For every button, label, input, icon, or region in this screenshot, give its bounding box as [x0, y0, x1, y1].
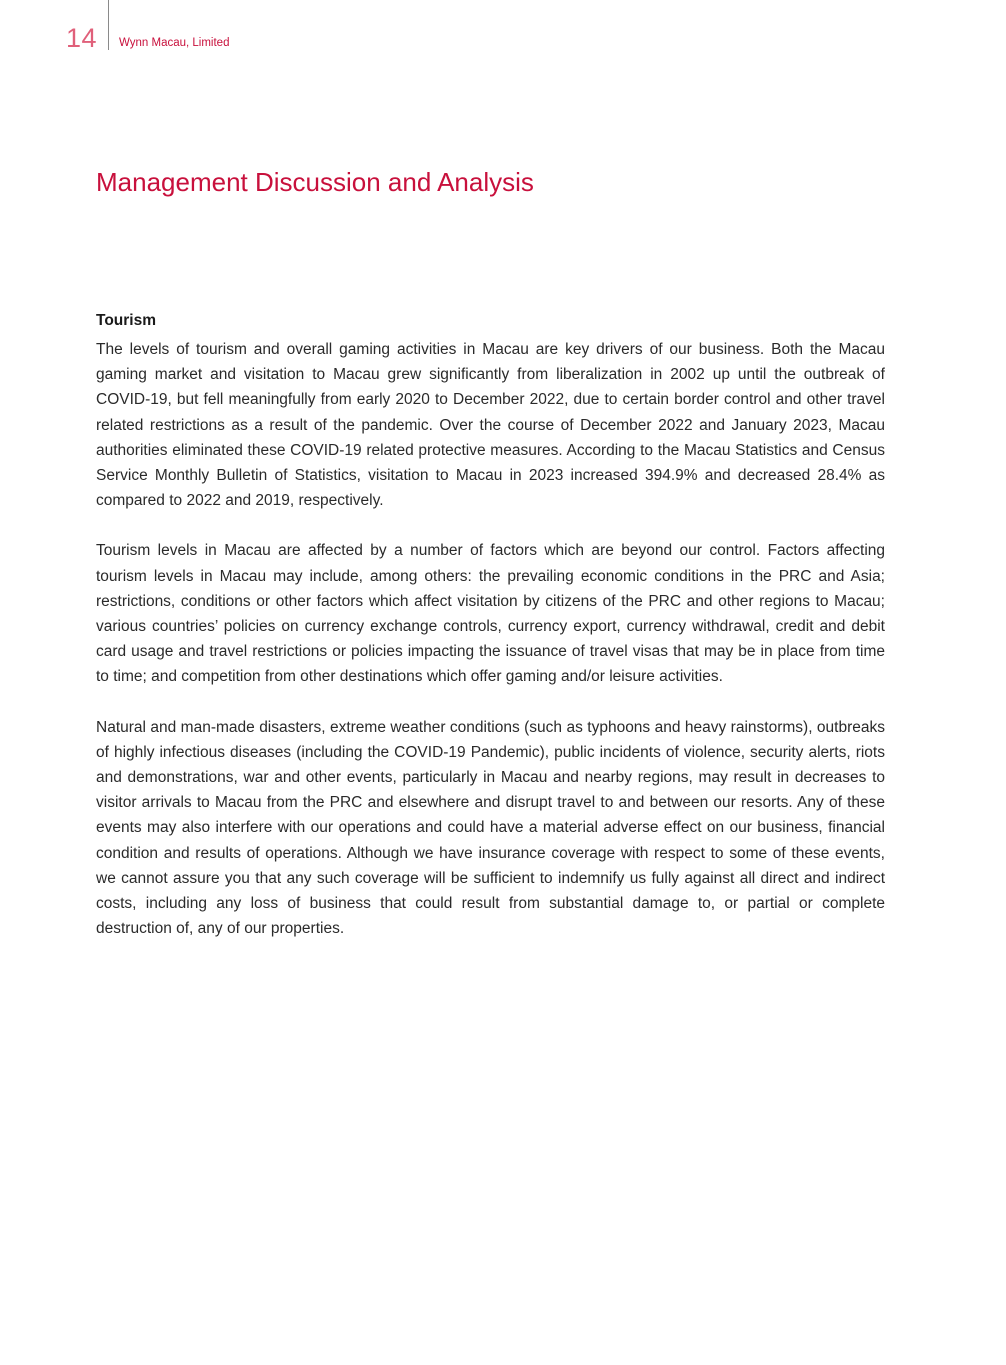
paragraph: Natural and man-made disasters, extreme weather conditions (such as typhoons and heavy rainstorms), outbreaks of highly infectious diseases (including the COVID-19 Pandemic), public incidents of violence, security alerts, riots and demonstrations, war and other events, particularly in Macau and nearby regions, may result in decreases to visitor arrivals to Macau from the PRC and elsewhere and disrupt travel to and between our resorts. Any of these events may also interfere with our operations and could have a material adverse effect on our business, financial condition and results of operations. Although we have insurance coverage with respect to some of these events, we cannot assure you that any such coverage will be sufficient to indemnify us fully against all direct and indirect costs, including any loss of business that could result from substantial damage to, or partial or complete destruction of, any of our properties. [96, 718, 885, 938]
header-divider [108, 0, 109, 50]
section-subheading: Tourism [96, 312, 156, 329]
paragraph: The levels of tourism and overall gaming activities in Macau are key drivers of our business. Both the Macau gaming market and visitation to Macau grew significantly from liberalization in 2002 up until the outbreak of COVID-19, but fell meaningfully from early 2020 to December 2022, due to certain border control and other travel related restrictions as a result of the pandemic. Over the course of December 2022 and January 2023, Macau authorities eliminated these COVID-19 related protective measures. According to the Macau Statistics and Census Service Monthly Bulletin of Statistics, visitation to Macau in 2023 increased 394.9% and decreased 28.4% as compared to 2022 and 2019, respectively. [96, 341, 885, 510]
paragraph: Tourism levels in Macau are affected by a number of factors which are beyond our control. Factors affecting tourism levels in Macau may include, among others: the prevailing economic conditions in the PRC and Asia; restrictions, conditions or other factors which affect visitation by citizens of the PRC and other regions to Macau; various countries’ policies on currency exchange controls, currency export, currency withdrawal, credit and debit card usage and travel restrictions or policies impacting the issuance of travel visas that may be in place from time to time; and competition from other destinations which offer gaming and/or leisure activities. [96, 542, 885, 686]
page-number: 14 [66, 23, 98, 53]
company-name: Wynn Macau, Limited [119, 37, 230, 49]
page-title: Management Discussion and Analysis [96, 167, 534, 197]
article-body [96, 309, 885, 966]
